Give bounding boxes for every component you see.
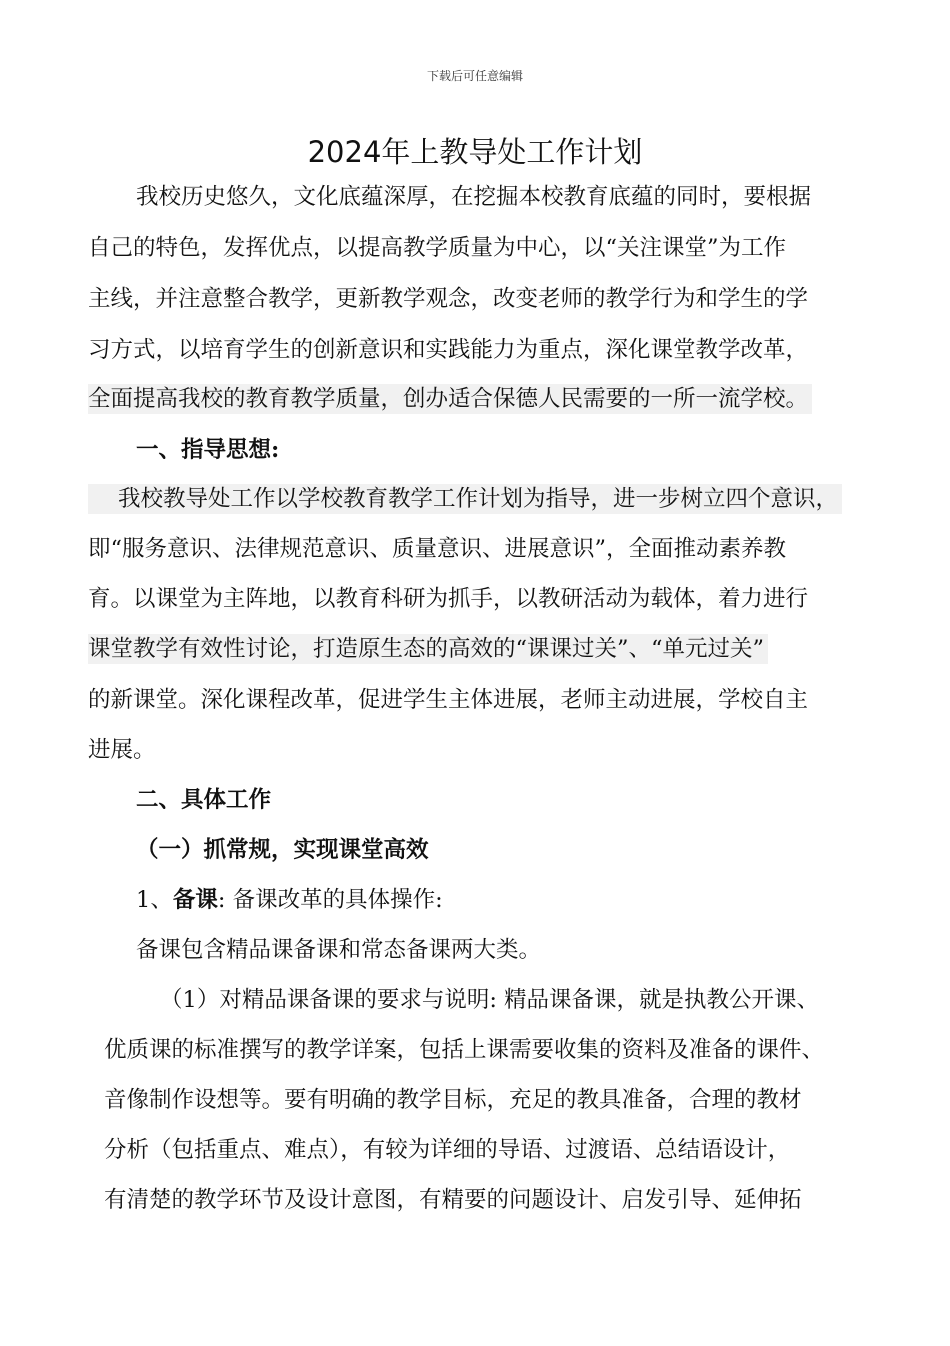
body-line: 进展。 <box>88 737 156 763</box>
body-line: 的新课堂。深化课程改革，促进学生主体进展，老师主动进展，学校自主 <box>88 687 809 713</box>
body-line: 习方式，以培育学生的创新意识和实践能力为重点，深化课堂教学改革， <box>88 337 809 363</box>
section-heading: 二、具体工作 <box>136 787 272 813</box>
body-line: 育。以课堂为主阵地，以教育科研为抓手，以教研活动为载体，着力进行 <box>88 586 809 612</box>
section-heading: 一、指导思想: <box>136 437 280 463</box>
body-line: 自己的特色，发挥优点，以提高教学质量为中心，以“关注课堂”为工作 <box>88 235 787 261</box>
item-keyword: 备课 <box>172 887 218 913</box>
document-title: 2024年上教导处工作计划 <box>307 135 643 169</box>
body-line: 音像制作设想等。要有明确的教学目标，充足的教具准备，合理的教材 <box>104 1087 802 1113</box>
item-number: 1、 <box>136 887 173 913</box>
item-line <box>136 885 443 915</box>
body-line: 优质课的标准撰写的教学详案，包括上课需要收集的资料及准备的课件、 <box>104 1037 825 1063</box>
body-line: （1）对精品课备课的要求与说明: 精品课备课，就是执教公开课、 <box>160 987 820 1013</box>
body-line: 分析（包括重点、难点），有较为详细的导语、过渡语、总结语设计， <box>104 1137 791 1163</box>
item-text: : 备课改革的具体操作: <box>217 887 443 913</box>
body-line: 课堂教学有效性讨论，打造原生态的高效的“课课过关”、“单元过关” <box>88 634 768 664</box>
body-line: 我校教导处工作以学校教育教学工作计划为指导，进一步树立四个意识， <box>88 484 842 514</box>
page-header: 下载后可任意编辑 <box>426 69 523 83</box>
body-line: 我校历史悠久，文化底蕴深厚，在挖掘本校教育底蕴的同时，要根据 <box>136 184 812 210</box>
body-line: 全面提高我校的教育教学质量，创办适合保德人民需要的一所一流学校。 <box>88 384 812 414</box>
body-line: 备课包含精品课备课和常态备课两大类。 <box>136 937 542 963</box>
body-line: 主线，并注意整合教学，更新教学观念，改变老师的教学行为和学生的学 <box>88 286 809 312</box>
body-line: 有清楚的教学环节及设计意图，有精要的问题设计、启发引导、延伸拓 <box>104 1187 802 1213</box>
body-line: 即“服务意识、法律规范意识、质量意识、进展意识”，全面推动素养教 <box>88 536 787 562</box>
subsection-heading: （一）抓常规，实现课堂高效 <box>136 837 429 863</box>
